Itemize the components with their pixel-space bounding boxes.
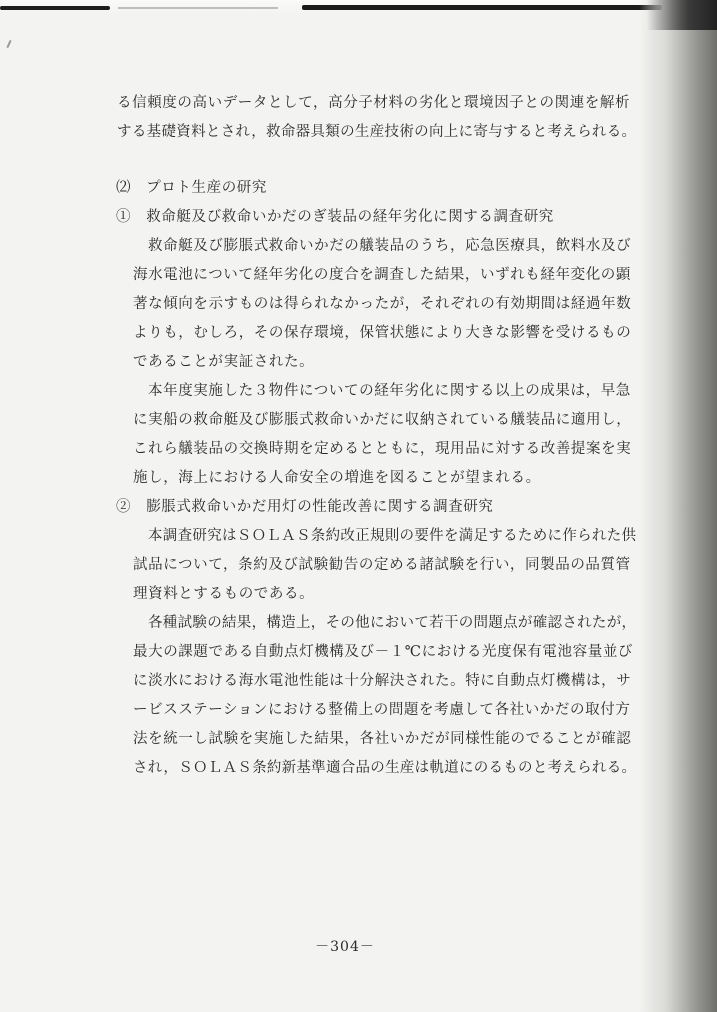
item2-heading: ② 膨脹式救命いかだ用灯の性能改善に関する調査研究 — [116, 499, 494, 515]
section-heading: ⑵ プロト生産の研究 — [116, 180, 267, 196]
item2-line-1: 本調査研究はＳＯＬＡＳ条約改正規則の要件を満足するために作られた供 — [148, 528, 637, 544]
item1-line-6: 本年度実施した３物件についての経年劣化に関する以上の成果は，早急 — [148, 383, 631, 399]
intro-line-2: する基礎資料とされ，救命器具類の生産技術の向上に寄与すると考えられる。 — [117, 124, 637, 140]
scan-border-left — [0, 6, 110, 10]
item1-line-5: であることが実証された。 — [133, 354, 315, 370]
binding-shadow-top — [647, 0, 717, 30]
item1-line-9: 施し，海上における人命安全の増進を図ることが望まれる。 — [133, 470, 541, 486]
item2-line-3: 理資料とするものである。 — [133, 586, 315, 602]
scan-mark — [6, 40, 11, 48]
item1-line-8: これら艤装品の交換時期を定めるとともに，現用品に対する改善提案を実 — [133, 441, 632, 457]
item2-line-2: 試品について，条約及び試験勧告の定める諸試験を行い，同製品の品質管 — [133, 557, 631, 573]
intro-line-1: る信頼度の高いデータとして，高分子材料の劣化と環境因子との関連を解析 — [117, 95, 631, 111]
item2-line-8: 法を統一し試験を実施した結果，各社いかだが同様性能のでることが確認 — [133, 731, 632, 747]
item1-line-2: 海水電池について経年劣化の度合を調査した結果，いずれも経年変化の顕 — [133, 267, 632, 283]
item1-line-3: 著な傾向を示すものは得られなかったが，それぞれの有効期間は経過年数 — [133, 296, 632, 312]
item2-line-6: に淡水における海水電池性能は十分解決された。特に自動点灯機構は，サ — [133, 673, 632, 689]
item2-line-5: 最大の課題である自動点灯機構及び－１℃における光度保有電池容量並び — [133, 644, 634, 660]
item1-line-7: に実船の救命艇及び膨脹式救命いかだに収納されている艤装品に適用し， — [133, 412, 632, 428]
page-number: －304－ — [315, 939, 375, 955]
binding-shadow — [639, 0, 717, 1012]
item1-heading: ① 救命艇及び救命いかだのぎ装品の経年劣化に関する調査研究 — [116, 209, 554, 225]
scan-border-mid — [118, 7, 278, 9]
item2-line-7: ービスステーションにおける整備上の問題を考慮して各社いかだの取付方 — [133, 702, 631, 718]
item2-line-4: 各種試験の結果，構造上，その他において若干の問題点が確認されたが， — [148, 615, 637, 631]
scan-border-right — [302, 5, 662, 10]
item1-line-1: 救命艇及び膨脹式救命いかだの艤装品のうち，応急医療具，飲料水及び — [148, 238, 632, 254]
item1-line-4: よりも，むしろ，その保存環境，保管状態により大きな影響を受けるもの — [133, 325, 632, 341]
item2-line-9: され，ＳＯＬＡＳ条約新基準適合品の生産は軌道にのるものと考えられる。 — [133, 760, 637, 776]
